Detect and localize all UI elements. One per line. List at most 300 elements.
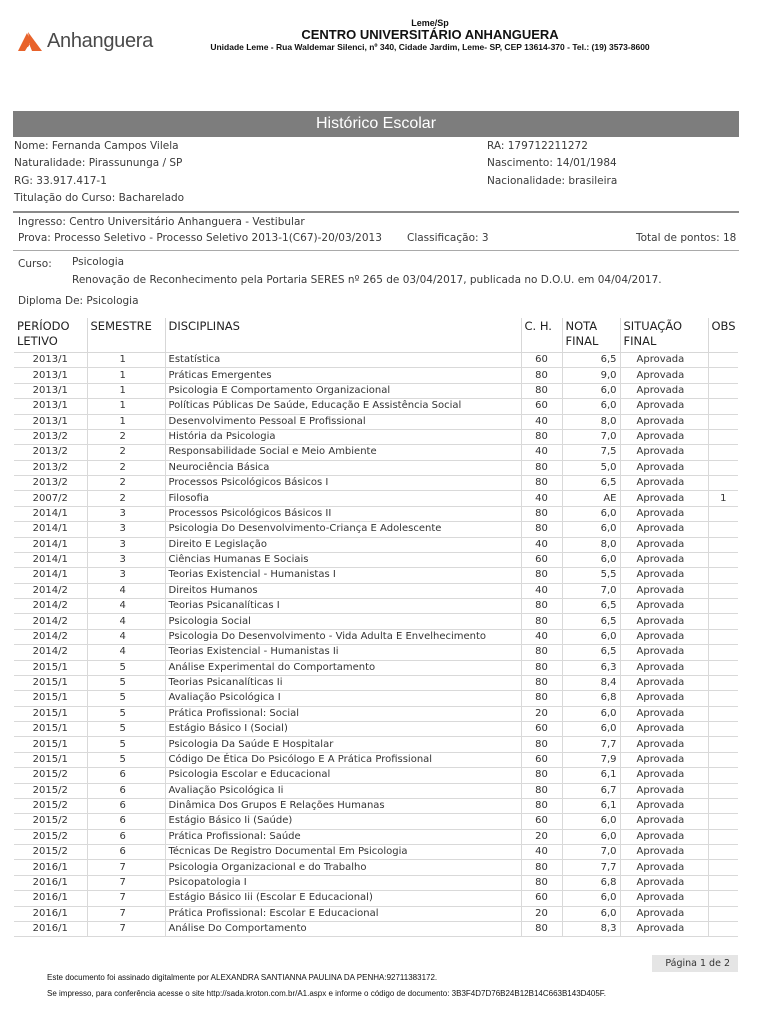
cell-ch: 80	[521, 691, 562, 706]
cell-semestre: 5	[87, 752, 165, 767]
cell-nota: 6,0	[562, 522, 620, 537]
cell-ch: 80	[521, 798, 562, 813]
cell-periodo: 2015/1	[14, 706, 87, 721]
cell-disciplina: Avaliação Psicológica Ii	[165, 783, 521, 798]
cell-disciplina: Estágio Básico Ii (Saúde)	[165, 814, 521, 829]
cell-periodo: 2015/2	[14, 798, 87, 813]
cell-periodo: 2014/2	[14, 599, 87, 614]
cell-obs	[708, 614, 738, 629]
cell-nota: 6,5	[562, 645, 620, 660]
cell-obs	[708, 568, 738, 583]
header-city: Leme/Sp	[411, 18, 449, 28]
cell-situacao: Aprovada	[620, 583, 708, 598]
cell-disciplina: Psicologia Da Saúde E Hospitalar	[165, 737, 521, 752]
cell-ch: 80	[521, 460, 562, 475]
cell-disciplina: Filosofia	[165, 491, 521, 506]
cell-nota: 6,7	[562, 783, 620, 798]
cell-ch: 40	[521, 845, 562, 860]
cell-periodo: 2015/1	[14, 691, 87, 706]
cell-situacao: Aprovada	[620, 752, 708, 767]
cell-ch: 80	[521, 783, 562, 798]
cell-periodo: 2014/1	[14, 537, 87, 552]
cell-semestre: 6	[87, 768, 165, 783]
cell-disciplina: Direitos Humanos	[165, 583, 521, 598]
cell-ch: 80	[521, 737, 562, 752]
cell-semestre: 3	[87, 568, 165, 583]
cell-periodo: 2014/2	[14, 614, 87, 629]
cell-ch: 80	[521, 875, 562, 890]
cell-obs	[708, 353, 738, 368]
table-row	[14, 353, 738, 368]
cell-nota: 6,0	[562, 383, 620, 398]
table-row	[14, 429, 738, 444]
cell-situacao: Aprovada	[620, 768, 708, 783]
cell-obs	[708, 783, 738, 798]
cell-obs	[708, 875, 738, 890]
cell-nota: 6,1	[562, 768, 620, 783]
verification-note: Se impresso, para conferência acesse o site http://sada.kroton.com.br/A1.aspx e informe o código de documento: 3B3F4D7D76B24B12B14C663B143D405F.	[47, 989, 606, 998]
table-row	[14, 921, 738, 936]
cell-periodo: 2013/1	[14, 383, 87, 398]
cell-semestre: 2	[87, 491, 165, 506]
cell-semestre: 3	[87, 522, 165, 537]
cell-semestre: 1	[87, 383, 165, 398]
cell-disciplina: Teorias Psicanalíticas I	[165, 599, 521, 614]
total-pontos: Total de pontos: 18	[636, 232, 737, 244]
col-header-periodo: PERÍODO LETIVO	[14, 318, 87, 353]
cell-periodo: 2015/1	[14, 660, 87, 675]
signature-note: Este documento foi assinado digitalmente por ALEXANDRA SANTIANNA PAULINA DA PENHA:92711383172.	[47, 973, 438, 982]
cell-ch: 80	[521, 506, 562, 521]
table-row	[14, 906, 738, 921]
cell-ch: 80	[521, 568, 562, 583]
cell-disciplina: Psicologia Escolar e Educacional	[165, 768, 521, 783]
cell-obs	[708, 383, 738, 398]
cell-disciplina: Estatística	[165, 353, 521, 368]
cell-periodo: 2013/2	[14, 460, 87, 475]
cell-situacao: Aprovada	[620, 906, 708, 921]
table-row	[14, 829, 738, 844]
cell-semestre: 5	[87, 691, 165, 706]
cell-disciplina: Políticas Públicas De Saúde, Educação E Assistência Social	[165, 399, 521, 414]
cell-nota: 6,5	[562, 599, 620, 614]
cell-disciplina: História da Psicologia	[165, 429, 521, 444]
table-row	[14, 583, 738, 598]
cell-periodo: 2015/2	[14, 783, 87, 798]
cell-situacao: Aprovada	[620, 537, 708, 552]
cell-obs	[708, 506, 738, 521]
diploma-info: Diploma De: Psicologia	[18, 295, 139, 307]
cell-disciplina: Ciências Humanas E Sociais	[165, 552, 521, 567]
ingresso-info: Ingresso: Centro Universitário Anhanguera - Vestibular	[18, 216, 305, 228]
cell-ch: 20	[521, 829, 562, 844]
cell-situacao: Aprovada	[620, 921, 708, 936]
cell-ch: 40	[521, 583, 562, 598]
cell-semestre: 6	[87, 798, 165, 813]
cell-obs	[708, 860, 738, 875]
cell-situacao: Aprovada	[620, 460, 708, 475]
cell-periodo: 2013/1	[14, 353, 87, 368]
cell-obs	[708, 691, 738, 706]
cell-nota: 6,0	[562, 552, 620, 567]
cell-periodo: 2015/1	[14, 675, 87, 690]
cell-semestre: 5	[87, 722, 165, 737]
cell-periodo: 2014/1	[14, 506, 87, 521]
grades-table	[14, 318, 738, 937]
institution-address: Unidade Leme - Rua Waldemar Silenci, nº 340, Cidade Jardim, Leme- SP, CEP 13614-370 - Tel.: (19) 3573-8600	[210, 42, 650, 52]
cell-periodo: 2014/2	[14, 629, 87, 644]
cell-disciplina: Código De Ética Do Psicólogo E A Prática Profissional	[165, 752, 521, 767]
cell-disciplina: Análise Experimental do Comportamento	[165, 660, 521, 675]
cell-nota: 8,0	[562, 537, 620, 552]
cell-periodo: 2013/2	[14, 476, 87, 491]
table-row	[14, 383, 738, 398]
cell-ch: 80	[521, 645, 562, 660]
cell-disciplina: Neurociência Básica	[165, 460, 521, 475]
cell-disciplina: Análise Do Comportamento	[165, 921, 521, 936]
cell-obs	[708, 722, 738, 737]
cell-semestre: 1	[87, 353, 165, 368]
cell-nota: 6,0	[562, 722, 620, 737]
table-row	[14, 645, 738, 660]
cell-semestre: 3	[87, 506, 165, 521]
divider	[13, 211, 739, 213]
cell-situacao: Aprovada	[620, 891, 708, 906]
cell-semestre: 2	[87, 476, 165, 491]
cell-ch: 60	[521, 353, 562, 368]
cell-situacao: Aprovada	[620, 629, 708, 644]
cell-situacao: Aprovada	[620, 722, 708, 737]
cell-obs	[708, 737, 738, 752]
cell-situacao: Aprovada	[620, 660, 708, 675]
cell-nota: 7,5	[562, 445, 620, 460]
cell-periodo: 2013/2	[14, 429, 87, 444]
table-row	[14, 445, 738, 460]
cell-disciplina: Psicopatologia I	[165, 875, 521, 890]
cell-ch: 60	[521, 752, 562, 767]
student-rg: RG: 33.917.417-1	[14, 175, 107, 187]
cell-nota: 6,5	[562, 476, 620, 491]
cell-ch: 80	[521, 860, 562, 875]
cell-nota: 6,1	[562, 798, 620, 813]
table-row	[14, 568, 738, 583]
cell-disciplina: Dinâmica Dos Grupos E Relações Humanas	[165, 798, 521, 813]
cell-periodo: 2016/1	[14, 906, 87, 921]
table-row	[14, 537, 738, 552]
table-row	[14, 552, 738, 567]
cell-semestre: 4	[87, 599, 165, 614]
cell-ch: 80	[521, 383, 562, 398]
cell-ch: 80	[521, 614, 562, 629]
cell-nota: 6,0	[562, 906, 620, 921]
col-header-semestre: SEMESTRE	[87, 318, 165, 353]
cell-ch: 80	[521, 768, 562, 783]
table-row	[14, 875, 738, 890]
cell-situacao: Aprovada	[620, 368, 708, 383]
cell-periodo: 2016/1	[14, 860, 87, 875]
cell-ch: 20	[521, 906, 562, 921]
cell-obs	[708, 522, 738, 537]
cell-situacao: Aprovada	[620, 506, 708, 521]
cell-disciplina: Psicologia Do Desenvolvimento - Vida Adulta E Envelhecimento	[165, 629, 521, 644]
cell-nota: 6,0	[562, 891, 620, 906]
cell-periodo: 2014/1	[14, 568, 87, 583]
col-header-situacao: SITUAÇÃO FINAL	[620, 318, 708, 353]
cell-nota: 7,7	[562, 860, 620, 875]
cell-situacao: Aprovada	[620, 706, 708, 721]
cell-nota: 6,0	[562, 399, 620, 414]
classificacao-info: Classificação: 3	[407, 232, 489, 244]
cell-nota: 8,0	[562, 414, 620, 429]
cell-obs	[708, 445, 738, 460]
cell-obs	[708, 768, 738, 783]
cell-situacao: Aprovada	[620, 383, 708, 398]
table-header-row	[14, 318, 738, 353]
cell-semestre: 2	[87, 429, 165, 444]
cell-ch: 40	[521, 445, 562, 460]
table-row	[14, 752, 738, 767]
cell-semestre: 6	[87, 814, 165, 829]
cell-nota: 7,0	[562, 583, 620, 598]
cell-semestre: 7	[87, 860, 165, 875]
cell-obs	[708, 414, 738, 429]
cell-obs	[708, 921, 738, 936]
cell-semestre: 3	[87, 537, 165, 552]
cell-periodo: 2016/1	[14, 921, 87, 936]
cell-ch: 40	[521, 629, 562, 644]
table-row	[14, 722, 738, 737]
cell-ch: 60	[521, 552, 562, 567]
cell-obs	[708, 460, 738, 475]
table-row	[14, 768, 738, 783]
cell-obs	[708, 891, 738, 906]
table-row	[14, 891, 738, 906]
curso-portaria: Renovação de Reconhecimento pela Portaria SERES nº 265 de 03/04/2017, publicada no D.O.U. em 04/04/2017.	[72, 274, 662, 286]
table-row	[14, 660, 738, 675]
institution-name: CENTRO UNIVERSITÁRIO ANHANGUERA	[301, 27, 559, 42]
cell-semestre: 7	[87, 891, 165, 906]
cell-nota: 8,4	[562, 675, 620, 690]
cell-semestre: 2	[87, 460, 165, 475]
cell-semestre: 6	[87, 783, 165, 798]
cell-semestre: 1	[87, 368, 165, 383]
cell-situacao: Aprovada	[620, 414, 708, 429]
table-row	[14, 506, 738, 521]
cell-semestre: 5	[87, 737, 165, 752]
cell-nota: 6,0	[562, 829, 620, 844]
table-row	[14, 491, 738, 506]
cell-periodo: 2014/2	[14, 583, 87, 598]
cell-disciplina: Processos Psicológicos Básicos I	[165, 476, 521, 491]
cell-ch: 80	[521, 522, 562, 537]
cell-situacao: Aprovada	[620, 552, 708, 567]
table-row	[14, 368, 738, 383]
cell-semestre: 5	[87, 675, 165, 690]
cell-nota: 6,5	[562, 614, 620, 629]
brand-name: Anhanguera	[47, 29, 153, 52]
cell-situacao: Aprovada	[620, 353, 708, 368]
cell-disciplina: Psicologia Social	[165, 614, 521, 629]
cell-periodo: 2014/1	[14, 522, 87, 537]
cell-semestre: 7	[87, 906, 165, 921]
cell-disciplina: Direito E Legislação	[165, 537, 521, 552]
cell-nota: 6,8	[562, 875, 620, 890]
cell-periodo: 2007/2	[14, 491, 87, 506]
cell-obs	[708, 660, 738, 675]
cell-periodo: 2015/1	[14, 737, 87, 752]
cell-situacao: Aprovada	[620, 522, 708, 537]
cell-ch: 20	[521, 706, 562, 721]
cell-periodo: 2014/1	[14, 552, 87, 567]
cell-situacao: Aprovada	[620, 783, 708, 798]
cell-obs: 1	[708, 491, 738, 506]
cell-situacao: Aprovada	[620, 491, 708, 506]
cell-nota: 7,7	[562, 737, 620, 752]
cell-situacao: Aprovada	[620, 691, 708, 706]
cell-semestre: 5	[87, 660, 165, 675]
cell-obs	[708, 429, 738, 444]
table-row	[14, 476, 738, 491]
cell-disciplina: Prática Profissional: Saúde	[165, 829, 521, 844]
cell-disciplina: Técnicas De Registro Documental Em Psicologia	[165, 845, 521, 860]
cell-situacao: Aprovada	[620, 429, 708, 444]
cell-obs	[708, 629, 738, 644]
cell-periodo: 2015/2	[14, 829, 87, 844]
table-row	[14, 706, 738, 721]
cell-situacao: Aprovada	[620, 476, 708, 491]
cell-semestre: 1	[87, 414, 165, 429]
cell-semestre: 4	[87, 629, 165, 644]
table-row	[14, 845, 738, 860]
cell-nota: 5,0	[562, 460, 620, 475]
cell-periodo: 2013/1	[14, 399, 87, 414]
cell-ch: 80	[521, 921, 562, 936]
cell-situacao: Aprovada	[620, 875, 708, 890]
cell-disciplina: Desenvolvimento Pessoal E Profissional	[165, 414, 521, 429]
cell-situacao: Aprovada	[620, 814, 708, 829]
cell-semestre: 4	[87, 645, 165, 660]
cell-periodo: 2013/1	[14, 414, 87, 429]
cell-periodo: 2016/1	[14, 891, 87, 906]
cell-ch: 60	[521, 399, 562, 414]
cell-semestre: 7	[87, 875, 165, 890]
page-title: Histórico Escolar	[13, 111, 739, 137]
table-row	[14, 783, 738, 798]
table-row	[14, 860, 738, 875]
cell-nota: 6,0	[562, 814, 620, 829]
cell-disciplina: Estágio Básico Iii (Escolar E Educacional)	[165, 891, 521, 906]
student-ra: RA: 179712211272	[487, 140, 588, 152]
cell-ch: 60	[521, 891, 562, 906]
cell-nota: AE	[562, 491, 620, 506]
cell-obs	[708, 368, 738, 383]
cell-ch: 80	[521, 660, 562, 675]
page-indicator: Página 1 de 2	[652, 955, 738, 972]
cell-disciplina: Estágio Básico I (Social)	[165, 722, 521, 737]
cell-obs	[708, 583, 738, 598]
cell-situacao: Aprovada	[620, 614, 708, 629]
cell-obs	[708, 798, 738, 813]
col-header-disciplinas: DISCIPLINAS	[165, 318, 521, 353]
cell-disciplina: Prática Profissional: Social	[165, 706, 521, 721]
cell-nota: 6,0	[562, 706, 620, 721]
cell-nota: 9,0	[562, 368, 620, 383]
curso-name: Psicologia	[72, 256, 125, 268]
cell-ch: 60	[521, 722, 562, 737]
table-row	[14, 614, 738, 629]
cell-ch: 80	[521, 429, 562, 444]
cell-situacao: Aprovada	[620, 845, 708, 860]
cell-periodo: 2016/1	[14, 875, 87, 890]
cell-obs	[708, 537, 738, 552]
cell-semestre: 6	[87, 829, 165, 844]
table-row	[14, 691, 738, 706]
cell-nota: 5,5	[562, 568, 620, 583]
student-nacionalidade: Nacionalidade: brasileira	[487, 175, 618, 187]
cell-disciplina: Psicologia E Comportamento Organizacional	[165, 383, 521, 398]
cell-ch: 80	[521, 368, 562, 383]
cell-disciplina: Psicologia Organizacional e do Trabalho	[165, 860, 521, 875]
cell-disciplina: Psicologia Do Desenvolvimento-Criança E Adolescente	[165, 522, 521, 537]
cell-nota: 6,0	[562, 506, 620, 521]
cell-semestre: 6	[87, 845, 165, 860]
student-titulacao: Titulação do Curso: Bacharelado	[14, 192, 185, 204]
cell-situacao: Aprovada	[620, 399, 708, 414]
cell-periodo: 2015/2	[14, 814, 87, 829]
table-row	[14, 675, 738, 690]
cell-nota: 7,0	[562, 845, 620, 860]
cell-situacao: Aprovada	[620, 829, 708, 844]
cell-obs	[708, 906, 738, 921]
cell-disciplina: Teorias Psicanalíticas Ii	[165, 675, 521, 690]
cell-obs	[708, 752, 738, 767]
cell-periodo: 2014/2	[14, 645, 87, 660]
table-row	[14, 399, 738, 414]
cell-ch: 60	[521, 814, 562, 829]
col-header-ch: C. H.	[521, 318, 562, 353]
table-row	[14, 737, 738, 752]
cell-semestre: 3	[87, 552, 165, 567]
curso-label: Curso:	[18, 258, 52, 270]
cell-obs	[708, 399, 738, 414]
cell-disciplina: Avaliação Psicológica I	[165, 691, 521, 706]
cell-obs	[708, 845, 738, 860]
cell-semestre: 4	[87, 583, 165, 598]
cell-nota: 8,3	[562, 921, 620, 936]
cell-disciplina: Práticas Emergentes	[165, 368, 521, 383]
cell-nota: 7,0	[562, 429, 620, 444]
table-row	[14, 629, 738, 644]
cell-situacao: Aprovada	[620, 445, 708, 460]
cell-obs	[708, 675, 738, 690]
cell-periodo: 2015/2	[14, 768, 87, 783]
cell-nota: 6,3	[562, 660, 620, 675]
cell-situacao: Aprovada	[620, 798, 708, 813]
table-row	[14, 522, 738, 537]
cell-situacao: Aprovada	[620, 860, 708, 875]
cell-nota: 6,0	[562, 629, 620, 644]
cell-situacao: Aprovada	[620, 737, 708, 752]
cell-periodo: 2015/1	[14, 752, 87, 767]
cell-obs	[708, 829, 738, 844]
cell-situacao: Aprovada	[620, 675, 708, 690]
cell-nota: 6,8	[562, 691, 620, 706]
cell-situacao: Aprovada	[620, 568, 708, 583]
divider	[13, 250, 739, 251]
table-row	[14, 599, 738, 614]
cell-obs	[708, 645, 738, 660]
cell-obs	[708, 476, 738, 491]
